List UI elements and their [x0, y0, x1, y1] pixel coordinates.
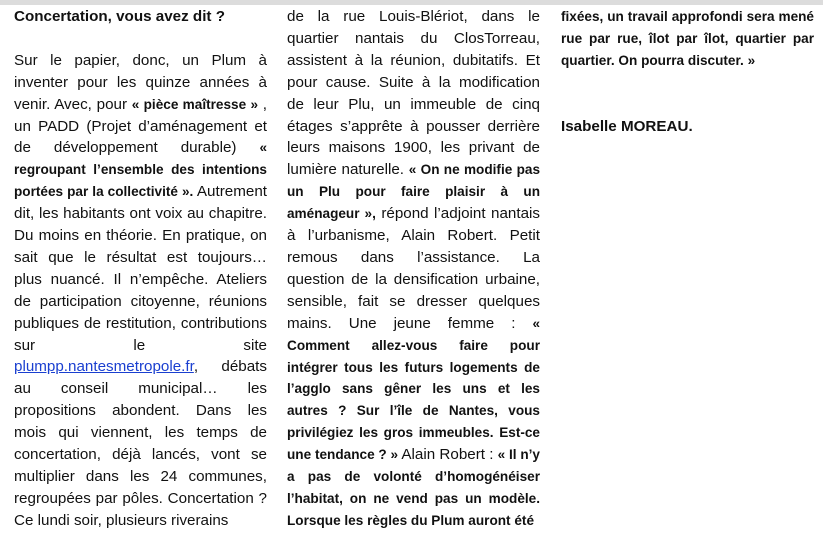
text-run: répond l’adjoint nantais à l’urbanisme, Alain Robert. Petit remous dans l’assistance. La question de la densification urbaine, sensible, fait se dresser quelques mains. Une jeune femme : — [287, 205, 540, 332]
text-run: Autrement dit, les habitants ont voix au chapitre. Du moins en théorie. En pratique, on sait que le résultat est toujours… plus nuancé. Il n’empêche. Ateliers de participation citoyenne, réunions publiques de restitution, contributions sur le site — [14, 183, 267, 354]
text-run: de la rue Louis-Blériot, dans le quartier nantais du ClosTorreau, assistent à la réunion, dubitatifs. Et pour cause. Suite à la modification de leur Plu, un immeuble de cinq étages s’apprête à pousser derrière leurs maisons 1900, les privant de lumière naturelle. — [287, 8, 540, 179]
paragraph — [287, 6, 540, 532]
article-column-2 — [287, 6, 540, 532]
article-column-3 — [561, 6, 814, 137]
quote-bold: « pièce maîtresse » — [131, 96, 259, 112]
text-run: Alain Robert : — [398, 446, 498, 464]
top-edge-bar — [0, 0, 823, 5]
quote-bold: « Il n’y a pas de volonté d’homogénéiser l’habitat, on ne vend pas un modèle. Lorsque les règles du Plum auront été — [287, 447, 540, 528]
quote-bold: fixées, un travail approfondi sera mené rue par rue, îlot par îlot, quartier par quartier. On pourra discuter. » — [561, 9, 814, 68]
paragraph — [14, 50, 267, 532]
article-column-1 — [14, 6, 267, 532]
site-link[interactable]: plumpp.nantesmetropole.fr — [14, 358, 194, 376]
text-run: Sur le papier, donc, un Plum à inventer pour les quinze années à venir. Avec, pour — [14, 51, 267, 113]
text-run: , débats au conseil municipal… les propositions abondent. Dans les mois qui viennent, les temps de concertation, déjà lancés, vont se multiplier dans les 24 communes, regroupées par pôles. Concertation ? Ce lundi soir, plusieurs riverains — [14, 358, 267, 529]
text-run: , un PADD (Projet d’aménagement et de développement durable) — [14, 95, 267, 157]
author-signature: Isabelle MOREAU. — [561, 117, 693, 135]
quote-bold: « On ne modifie pas un Plu pour faire plaisir à un aménageur », — [287, 162, 541, 222]
quote-bold: « regroupant l’ensemble des intentions portées par la collectivité ». — [14, 140, 267, 200]
section-heading: Concertation, vous avez dit ? — [14, 8, 225, 25]
quote-bold: « Comment allez-vous faire pour intégrer tous les futurs logements de l’agglo sans gêner les uns et les autres ? Sur l’île de Nantes, vous privilégiez les gros immeubles. Est-ce une tendance ? » — [287, 315, 540, 463]
